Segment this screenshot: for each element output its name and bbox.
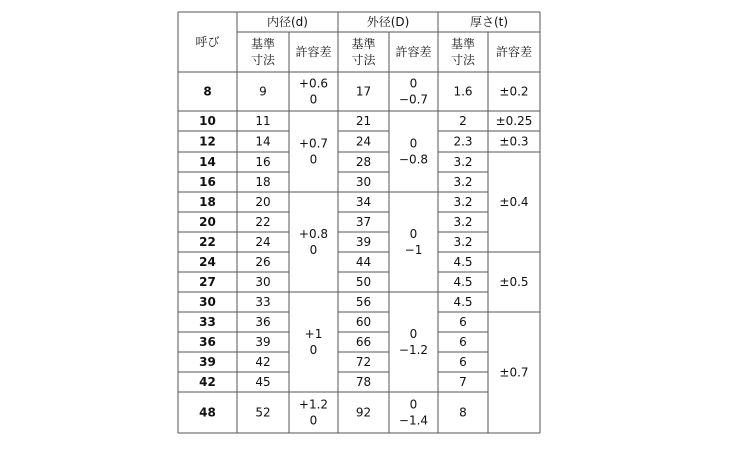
outer-diameter-tolerance-upper: 0	[409, 136, 418, 151]
thickness-value: 6	[459, 355, 467, 369]
header-tolerance: 許容差	[495, 45, 533, 59]
outer-diameter-value: 24	[355, 134, 372, 149]
outer-diameter-value: 28	[355, 155, 372, 169]
inner-diameter-tolerance-upper: +1.2	[298, 397, 329, 412]
nominal-size: 33	[199, 315, 216, 329]
outer-diameter-tolerance-lower: −1	[404, 243, 423, 257]
outer-diameter-value: 92	[355, 405, 372, 420]
header-base-dimension: 寸法	[351, 53, 376, 67]
nominal-size: 12	[199, 134, 216, 149]
inner-diameter-value: 45	[255, 375, 271, 389]
inner-diameter-value: 22	[255, 215, 271, 229]
inner-diameter-value: 14	[255, 134, 271, 149]
outer-diameter-value: 30	[355, 175, 372, 189]
outer-diameter-value: 44	[355, 255, 372, 269]
thickness-value: 3.2	[453, 175, 473, 189]
header-tolerance: 許容差	[295, 45, 332, 59]
inner-diameter-tolerance-lower: 0	[309, 243, 318, 257]
header-thickness: 厚さ(t)	[469, 15, 509, 29]
thickness-tolerance: ±0.7	[499, 365, 529, 380]
inner-diameter-value: 36	[255, 315, 271, 329]
thickness-value: 6	[459, 315, 467, 329]
header-base-dimension: 基準	[250, 37, 276, 51]
nominal-size: 16	[199, 175, 216, 189]
thickness-value: 8	[459, 405, 467, 420]
thickness-value: 4.5	[453, 255, 473, 269]
inner-diameter-tolerance-lower: 0	[309, 152, 318, 167]
inner-diameter-value: 33	[255, 295, 271, 309]
inner-diameter-value: 18	[255, 175, 271, 189]
inner-diameter-value: 24	[255, 235, 271, 249]
outer-diameter-value: 72	[355, 355, 372, 369]
header-nominal: 呼び	[195, 35, 220, 49]
inner-diameter-value: 11	[255, 114, 271, 128]
outer-diameter-tolerance-upper: 0	[409, 76, 418, 91]
thickness-tolerance: ±0.5	[499, 275, 529, 289]
nominal-size: 30	[199, 295, 216, 309]
thickness-tolerance: ±0.4	[499, 195, 529, 209]
header-outer-diameter: 外径(D)	[366, 15, 410, 29]
thickness-value: 6	[459, 335, 467, 349]
nominal-size: 18	[199, 195, 216, 209]
inner-diameter-tolerance-upper: +0.7	[298, 136, 329, 151]
inner-diameter-tolerance-upper: +1	[304, 327, 323, 341]
nominal-size: 20	[199, 215, 216, 229]
thickness-tolerance: ±0.3	[499, 134, 529, 149]
inner-diameter-tolerance-lower: 0	[309, 413, 318, 428]
thickness-value: 3.2	[453, 155, 473, 169]
inner-diameter-value: 30	[255, 275, 271, 289]
nominal-size: 8	[203, 84, 212, 99]
header-base-dimension: 基準	[351, 37, 376, 51]
nominal-size: 27	[199, 275, 216, 289]
header-base-dimension: 寸法	[250, 53, 276, 67]
inner-diameter-value: 20	[255, 195, 271, 209]
inner-diameter-tolerance-lower: 0	[309, 343, 318, 357]
thickness-value: 4.5	[453, 295, 473, 309]
thickness-tolerance: ±0.25	[495, 114, 533, 128]
thickness-value: 3.2	[453, 195, 473, 209]
outer-diameter-value: 34	[355, 195, 372, 209]
inner-diameter-value: 52	[255, 405, 271, 420]
outer-diameter-value: 50	[355, 275, 372, 289]
outer-diameter-tolerance-lower: −0.8	[398, 152, 429, 167]
thickness-value: 2	[459, 114, 467, 128]
nominal-size: 42	[199, 375, 216, 389]
inner-diameter-value: 42	[255, 355, 271, 369]
thickness-value: 3.2	[453, 215, 473, 229]
inner-diameter-value: 16	[255, 155, 271, 169]
outer-diameter-value: 39	[355, 235, 372, 249]
outer-diameter-value: 78	[355, 375, 372, 389]
nominal-size: 22	[199, 235, 216, 249]
inner-diameter-value: 39	[255, 335, 271, 349]
outer-diameter-tolerance-upper: 0	[409, 227, 418, 241]
header-base-dimension: 寸法	[450, 53, 476, 67]
nominal-size: 24	[199, 255, 216, 269]
outer-diameter-tolerance-upper: 0	[409, 327, 418, 341]
outer-diameter-value: 21	[355, 114, 372, 128]
outer-diameter-value: 60	[355, 315, 372, 329]
inner-diameter-value: 26	[255, 255, 271, 269]
thickness-value: 7	[459, 375, 467, 389]
outer-diameter-tolerance-lower: −1.2	[398, 343, 429, 357]
nominal-size: 48	[199, 405, 216, 420]
thickness-value: 3.2	[453, 235, 473, 249]
header-base-dimension: 基準	[450, 37, 476, 51]
nominal-size: 36	[199, 335, 216, 349]
thickness-value: 1.6	[453, 84, 473, 99]
inner-diameter-tolerance-upper: +0.8	[298, 227, 329, 241]
header-tolerance: 許容差	[395, 45, 432, 59]
nominal-size: 39	[199, 355, 216, 369]
outer-diameter-value: 37	[355, 215, 372, 229]
nominal-size: 10	[199, 114, 216, 128]
thickness-value: 2.3	[453, 134, 473, 149]
outer-diameter-value: 17	[355, 84, 372, 99]
inner-diameter-tolerance-lower: 0	[309, 92, 318, 107]
thickness-value: 4.5	[453, 275, 473, 289]
inner-diameter-tolerance-upper: +0.6	[298, 76, 329, 91]
inner-diameter-value: 9	[259, 84, 267, 99]
outer-diameter-tolerance-upper: 0	[409, 397, 418, 412]
outer-diameter-tolerance-lower: −1.4	[398, 413, 429, 428]
nominal-size: 14	[199, 155, 216, 169]
thickness-tolerance: ±0.2	[499, 84, 529, 99]
outer-diameter-tolerance-lower: −0.7	[398, 92, 429, 107]
outer-diameter-value: 56	[355, 295, 372, 309]
header-inner-diameter: 内径(d)	[267, 15, 308, 29]
outer-diameter-value: 66	[355, 335, 372, 349]
